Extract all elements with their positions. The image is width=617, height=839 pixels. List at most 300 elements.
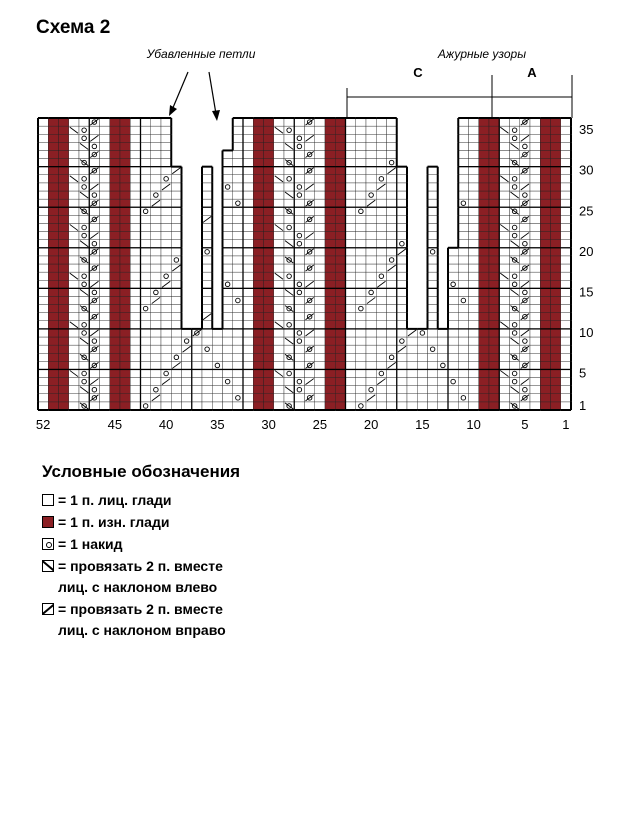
knit-cell bbox=[171, 191, 181, 199]
purl-cell bbox=[253, 134, 263, 142]
knit-cell bbox=[448, 361, 458, 369]
knit-cell bbox=[530, 288, 540, 296]
knit-cell bbox=[130, 118, 140, 126]
knit-cell bbox=[397, 394, 407, 402]
knit-cell bbox=[387, 175, 397, 183]
knit-cell bbox=[366, 402, 376, 410]
knit-cell bbox=[284, 313, 294, 321]
knit-cell bbox=[161, 386, 171, 394]
purl-cell bbox=[325, 223, 335, 231]
purl-cell bbox=[120, 337, 130, 345]
purl-cell bbox=[551, 361, 561, 369]
knit-cell bbox=[561, 329, 571, 337]
knit-cell bbox=[274, 183, 284, 191]
knit-cell bbox=[69, 134, 79, 142]
knit-cell bbox=[161, 353, 171, 361]
purl-cell bbox=[253, 126, 263, 134]
knit-cell bbox=[284, 199, 294, 207]
knit-cell bbox=[38, 313, 48, 321]
purl-cell bbox=[59, 337, 69, 345]
purl-cell bbox=[253, 167, 263, 175]
purl-cell bbox=[551, 191, 561, 199]
knit-cell bbox=[428, 337, 438, 345]
knit-cell bbox=[469, 199, 479, 207]
knit-cell bbox=[141, 223, 151, 231]
knit-cell bbox=[161, 207, 171, 215]
purl-cell bbox=[264, 175, 274, 183]
knit-cell bbox=[151, 345, 161, 353]
knit-cell bbox=[38, 118, 48, 126]
purl-cell bbox=[48, 329, 58, 337]
purl-cell bbox=[479, 264, 489, 272]
purl-cell bbox=[253, 353, 263, 361]
knit-cell bbox=[233, 126, 243, 134]
knit-cell bbox=[38, 378, 48, 386]
knit-cell bbox=[141, 142, 151, 150]
knit-cell bbox=[376, 305, 386, 313]
knit-cell bbox=[243, 232, 253, 240]
knit-cell bbox=[171, 183, 181, 191]
purl-cell bbox=[325, 126, 335, 134]
knit-cell bbox=[243, 142, 253, 150]
knit-cell bbox=[171, 232, 181, 240]
knit-cell bbox=[417, 394, 427, 402]
knit-cell bbox=[171, 305, 181, 313]
knit-cell bbox=[315, 248, 325, 256]
purl-cell bbox=[489, 126, 499, 134]
purl-cell bbox=[335, 175, 345, 183]
knit-cell bbox=[161, 361, 171, 369]
knit-cell bbox=[499, 167, 509, 175]
knit-cell bbox=[130, 313, 140, 321]
knit-cell bbox=[469, 248, 479, 256]
knit-cell bbox=[274, 288, 284, 296]
knit-cell bbox=[202, 183, 212, 191]
knit-cell bbox=[233, 264, 243, 272]
purl-cell bbox=[264, 272, 274, 280]
knit-cell bbox=[202, 232, 212, 240]
purl-cell bbox=[120, 175, 130, 183]
knit-cell bbox=[510, 232, 520, 240]
knit-cell bbox=[243, 215, 253, 223]
knit-cell bbox=[417, 345, 427, 353]
knit-cell bbox=[192, 361, 202, 369]
knit-cell bbox=[561, 134, 571, 142]
knit-cell bbox=[428, 167, 438, 175]
knit-cell bbox=[397, 272, 407, 280]
purl-cell bbox=[48, 288, 58, 296]
knit-cell bbox=[458, 345, 468, 353]
purl-cell bbox=[489, 321, 499, 329]
knit-cell bbox=[243, 207, 253, 215]
knit-cell bbox=[38, 264, 48, 272]
knit-cell bbox=[438, 337, 448, 345]
knit-cell bbox=[233, 378, 243, 386]
knit-cell bbox=[294, 167, 304, 175]
knit-cell bbox=[243, 118, 253, 126]
knit-cell bbox=[151, 150, 161, 158]
knit-cell bbox=[69, 280, 79, 288]
knit-cell bbox=[79, 150, 89, 158]
knit-cell bbox=[315, 353, 325, 361]
purl-cell bbox=[59, 215, 69, 223]
knit-cell bbox=[305, 305, 315, 313]
knit-cell bbox=[274, 159, 284, 167]
knit-cell bbox=[469, 337, 479, 345]
purl-cell bbox=[264, 321, 274, 329]
purl-cell bbox=[489, 369, 499, 377]
knit-cell bbox=[530, 264, 540, 272]
knit-cell bbox=[100, 345, 110, 353]
purl-cell bbox=[120, 272, 130, 280]
purl-cell bbox=[540, 232, 550, 240]
knit-cell bbox=[79, 248, 89, 256]
purl-cell bbox=[253, 402, 263, 410]
knit-cell bbox=[530, 199, 540, 207]
knit-cell bbox=[530, 118, 540, 126]
knit-cell bbox=[315, 159, 325, 167]
knit-cell bbox=[561, 394, 571, 402]
knit-cell bbox=[520, 337, 530, 345]
purl-cell bbox=[253, 329, 263, 337]
knit-cell bbox=[561, 313, 571, 321]
knit-cell bbox=[171, 280, 181, 288]
knit-cell bbox=[499, 329, 509, 337]
knit-cell bbox=[315, 329, 325, 337]
knit-cell bbox=[458, 175, 468, 183]
purl-cell bbox=[59, 313, 69, 321]
knit-cell bbox=[356, 402, 366, 410]
purl-cell bbox=[253, 142, 263, 150]
purl-cell bbox=[325, 199, 335, 207]
knit-cell bbox=[274, 329, 284, 337]
knit-cell bbox=[141, 369, 151, 377]
knit-cell bbox=[561, 118, 571, 126]
knit-cell bbox=[469, 329, 479, 337]
knit-cell bbox=[38, 207, 48, 215]
knit-cell bbox=[530, 191, 540, 199]
knit-cell bbox=[243, 280, 253, 288]
knit-cell bbox=[274, 402, 284, 410]
knit-cell bbox=[294, 337, 304, 345]
knit-cell bbox=[69, 402, 79, 410]
knit-cell bbox=[233, 215, 243, 223]
knit-cell bbox=[376, 175, 386, 183]
knit-cell bbox=[376, 329, 386, 337]
knit-cell bbox=[356, 313, 366, 321]
knit-cell bbox=[233, 296, 243, 304]
knit-cell bbox=[274, 150, 284, 158]
purl-cell bbox=[540, 142, 550, 150]
knit-cell bbox=[387, 321, 397, 329]
purl-cell bbox=[59, 150, 69, 158]
section-label-a: А bbox=[527, 65, 537, 80]
knit-cell bbox=[130, 232, 140, 240]
knit-cell bbox=[233, 369, 243, 377]
knit-cell bbox=[428, 378, 438, 386]
knit-cell bbox=[397, 329, 407, 337]
knit-cell bbox=[387, 223, 397, 231]
purl-cell bbox=[48, 134, 58, 142]
knit-cell bbox=[130, 215, 140, 223]
knit-cell bbox=[69, 386, 79, 394]
knit-cell bbox=[38, 256, 48, 264]
knit-cell bbox=[130, 353, 140, 361]
knit-cell bbox=[294, 134, 304, 142]
knit-cell bbox=[376, 313, 386, 321]
knit-cell bbox=[356, 361, 366, 369]
knit-cell bbox=[561, 167, 571, 175]
knit-cell bbox=[89, 369, 99, 377]
knit-cell bbox=[274, 134, 284, 142]
purl-cell bbox=[59, 175, 69, 183]
knit-cell bbox=[202, 240, 212, 248]
purl-cell bbox=[120, 305, 130, 313]
knit-cell bbox=[397, 402, 407, 410]
knit-cell bbox=[530, 256, 540, 264]
knit-cell bbox=[520, 207, 530, 215]
purl-cell bbox=[325, 369, 335, 377]
purl-cell bbox=[59, 183, 69, 191]
purl-cell bbox=[551, 126, 561, 134]
knit-cell bbox=[315, 183, 325, 191]
knit-cell bbox=[366, 142, 376, 150]
knit-cell bbox=[346, 223, 356, 231]
purl-cell bbox=[335, 369, 345, 377]
purl-cell bbox=[551, 337, 561, 345]
knit-cell bbox=[356, 280, 366, 288]
knit-cell bbox=[130, 134, 140, 142]
knit-cell bbox=[141, 321, 151, 329]
knit-cell bbox=[192, 345, 202, 353]
row-number: 5 bbox=[579, 365, 587, 381]
knit-cell bbox=[294, 248, 304, 256]
knit-cell bbox=[499, 280, 509, 288]
knit-cell bbox=[243, 223, 253, 231]
purl-cell bbox=[59, 345, 69, 353]
purl-cell bbox=[59, 329, 69, 337]
knit-cell bbox=[458, 167, 468, 175]
knit-cell bbox=[38, 369, 48, 377]
knit-cell bbox=[469, 240, 479, 248]
knit-cell bbox=[100, 134, 110, 142]
purl-cell bbox=[325, 256, 335, 264]
purl-cell bbox=[264, 207, 274, 215]
purl-cell bbox=[335, 199, 345, 207]
knit-cell bbox=[141, 248, 151, 256]
purl-cell bbox=[264, 402, 274, 410]
knit-cell bbox=[202, 345, 212, 353]
purl-cell bbox=[489, 240, 499, 248]
knit-cell bbox=[428, 369, 438, 377]
knit-cell bbox=[315, 167, 325, 175]
knit-cell bbox=[202, 329, 212, 337]
purl-cell bbox=[59, 142, 69, 150]
knit-cell bbox=[469, 183, 479, 191]
purl-cell bbox=[551, 345, 561, 353]
purl-cell bbox=[489, 329, 499, 337]
purl-cell bbox=[540, 175, 550, 183]
knit-cell bbox=[448, 272, 458, 280]
knit-cell bbox=[448, 353, 458, 361]
knit-cell bbox=[130, 264, 140, 272]
knit-cell bbox=[243, 264, 253, 272]
knit-cell bbox=[69, 337, 79, 345]
knit-cell bbox=[438, 361, 448, 369]
knit-cell bbox=[356, 118, 366, 126]
knit-cell bbox=[356, 183, 366, 191]
knit-cell bbox=[315, 280, 325, 288]
knit-cell bbox=[202, 288, 212, 296]
purl-cell bbox=[489, 288, 499, 296]
knit-cell bbox=[376, 394, 386, 402]
knit-cell bbox=[38, 361, 48, 369]
knit-cell bbox=[376, 167, 386, 175]
knit-cell bbox=[233, 394, 243, 402]
knit-cell bbox=[243, 313, 253, 321]
knit-cell bbox=[366, 232, 376, 240]
knit-cell bbox=[376, 240, 386, 248]
knit-cell bbox=[397, 361, 407, 369]
knit-cell bbox=[469, 296, 479, 304]
purl-cell bbox=[551, 159, 561, 167]
knit-cell bbox=[376, 159, 386, 167]
knit-cell bbox=[100, 378, 110, 386]
knit-cell bbox=[356, 321, 366, 329]
knit-cell bbox=[397, 232, 407, 240]
purl-cell bbox=[264, 296, 274, 304]
knit-cell bbox=[458, 142, 468, 150]
purl-cell bbox=[551, 232, 561, 240]
knit-cell bbox=[294, 280, 304, 288]
knit-cell bbox=[233, 191, 243, 199]
knit-cell bbox=[356, 232, 366, 240]
knit-cell bbox=[510, 296, 520, 304]
knit-cell bbox=[284, 248, 294, 256]
knit-cell bbox=[161, 240, 171, 248]
knit-cell bbox=[202, 256, 212, 264]
purl-cell bbox=[540, 280, 550, 288]
row-number: 10 bbox=[579, 324, 594, 340]
knit-cell bbox=[243, 150, 253, 158]
knit-cell bbox=[366, 223, 376, 231]
knit-cell bbox=[130, 223, 140, 231]
purl-cell bbox=[48, 296, 58, 304]
purl-cell bbox=[489, 223, 499, 231]
knit-cell bbox=[417, 369, 427, 377]
knit-cell bbox=[151, 215, 161, 223]
knit-cell bbox=[141, 264, 151, 272]
purl-cell bbox=[540, 321, 550, 329]
knit-cell bbox=[346, 345, 356, 353]
knit-cell bbox=[397, 256, 407, 264]
purl-cell bbox=[120, 150, 130, 158]
knit-cell bbox=[530, 386, 540, 394]
knit-cell bbox=[100, 142, 110, 150]
knit-cell bbox=[387, 329, 397, 337]
purl-cell bbox=[110, 321, 120, 329]
knit-cell bbox=[294, 256, 304, 264]
knit-cell bbox=[243, 126, 253, 134]
purl-cell bbox=[110, 175, 120, 183]
knit-cell bbox=[151, 191, 161, 199]
knit-cell bbox=[387, 150, 397, 158]
knit-cell bbox=[141, 402, 151, 410]
knit-cell bbox=[294, 369, 304, 377]
knit-cell bbox=[274, 118, 284, 126]
purl-cell bbox=[489, 337, 499, 345]
knit-cell bbox=[202, 272, 212, 280]
knit-cell bbox=[141, 256, 151, 264]
knit-cell bbox=[458, 394, 468, 402]
purl-cell bbox=[540, 296, 550, 304]
purl-cell bbox=[120, 361, 130, 369]
knit-cell bbox=[171, 369, 181, 377]
purl-cell bbox=[253, 321, 263, 329]
knit-cell bbox=[38, 159, 48, 167]
knit-cell bbox=[346, 118, 356, 126]
knit-cell bbox=[151, 264, 161, 272]
purl-cell bbox=[335, 118, 345, 126]
purl-cell bbox=[479, 142, 489, 150]
knit-cell bbox=[387, 378, 397, 386]
knit-cell bbox=[171, 199, 181, 207]
purl-cell bbox=[110, 248, 120, 256]
knit-cell bbox=[458, 369, 468, 377]
knit-cell bbox=[161, 215, 171, 223]
knit-cell bbox=[387, 345, 397, 353]
knit-cell bbox=[366, 313, 376, 321]
purl-cell bbox=[59, 232, 69, 240]
knit-cell bbox=[499, 248, 509, 256]
stitch-number: 35 bbox=[210, 417, 225, 432]
knit-cell bbox=[376, 215, 386, 223]
knit-cell bbox=[151, 402, 161, 410]
knit-cell bbox=[499, 345, 509, 353]
knit-cell bbox=[356, 353, 366, 361]
knit-cell bbox=[458, 199, 468, 207]
knit-cell bbox=[561, 191, 571, 199]
knit-cell bbox=[100, 264, 110, 272]
knit-cell bbox=[315, 175, 325, 183]
knit-cell bbox=[346, 126, 356, 134]
knit-cell bbox=[366, 264, 376, 272]
knit-cell bbox=[458, 248, 468, 256]
knit-cell bbox=[161, 288, 171, 296]
knit-cell bbox=[38, 232, 48, 240]
stitch-number: 25 bbox=[312, 417, 328, 432]
knit-cell bbox=[499, 296, 509, 304]
purl-cell bbox=[479, 288, 489, 296]
knit-cell bbox=[397, 215, 407, 223]
purl-cell bbox=[59, 402, 69, 410]
knit-cell bbox=[315, 305, 325, 313]
knit-cell bbox=[284, 118, 294, 126]
knit-cell bbox=[366, 321, 376, 329]
purl-cell bbox=[59, 191, 69, 199]
purl-cell bbox=[335, 313, 345, 321]
purl-cell bbox=[489, 248, 499, 256]
purl-cell bbox=[253, 280, 263, 288]
knit-cell bbox=[192, 394, 202, 402]
knit-cell bbox=[520, 191, 530, 199]
purl-cell bbox=[120, 223, 130, 231]
knit-cell bbox=[171, 313, 181, 321]
knit-cell bbox=[376, 150, 386, 158]
knit-cell bbox=[458, 353, 468, 361]
knit-cell bbox=[448, 386, 458, 394]
knit-cell bbox=[161, 305, 171, 313]
